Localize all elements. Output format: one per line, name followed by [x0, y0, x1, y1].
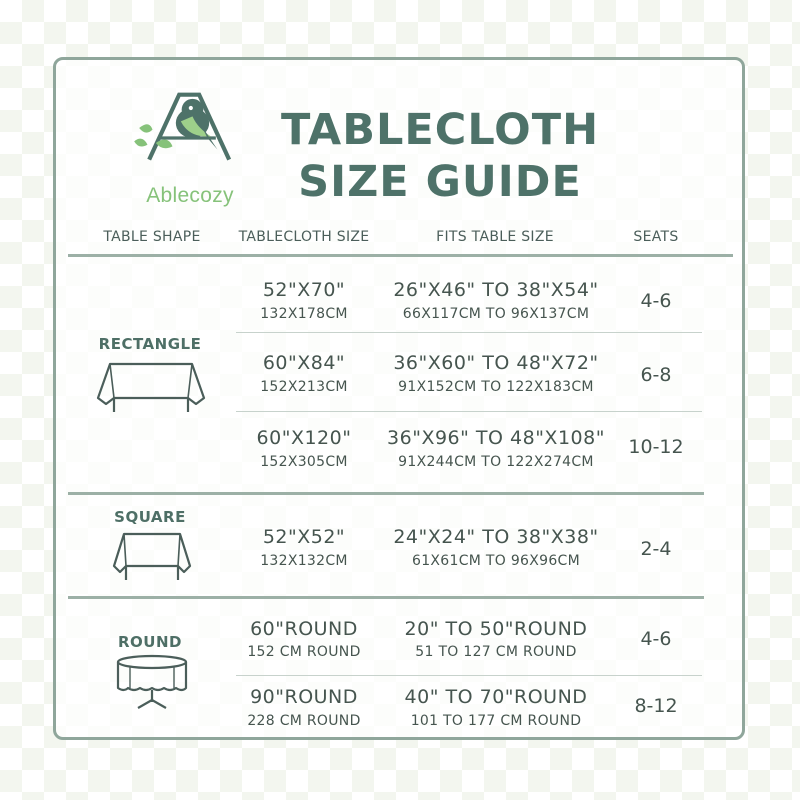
square-row1-size-cm: 132X132CM — [260, 553, 348, 569]
rect-row3-size: 60"X120" — [256, 427, 352, 449]
row-divider — [236, 332, 702, 333]
round-row2-fits-cm: 101 TO 177 CM ROUND — [410, 713, 582, 729]
page-title — [270, 104, 610, 208]
header-divider — [68, 254, 733, 257]
brand-name: Ablecozy — [146, 184, 234, 207]
row-divider — [236, 411, 702, 412]
rect-row2-seats: 6-8 — [640, 364, 672, 386]
shape-label-rectangle: RECTANGLE — [98, 335, 202, 353]
ablecozy-bird-logo-icon — [120, 88, 250, 188]
rect-row1-seats: 4-6 — [640, 290, 672, 312]
round-row1-seats: 4-6 — [640, 628, 672, 650]
rectangle-table-icon — [96, 358, 206, 414]
header-tablecloth-size: TABLECLOTH SIZE — [238, 229, 370, 245]
round-row2-size: 90"ROUND — [250, 686, 358, 708]
square-row1-fits-cm: 61X61CM TO 96X96CM — [411, 553, 581, 569]
round-row2-size-cm: 228 CM ROUND — [247, 713, 361, 729]
header-seats: SEATS — [633, 229, 679, 245]
rect-row2-fits: 36"X60" TO 48"X72" — [393, 352, 599, 374]
row-divider — [236, 675, 702, 676]
rect-row2-size: 60"X84" — [262, 352, 346, 374]
round-row1-size: 60"ROUND — [250, 618, 358, 640]
round-row2-seats: 8-12 — [634, 695, 678, 717]
square-row1-size: 52"X52" — [262, 526, 346, 548]
round-row1-size-cm: 152 CM ROUND — [247, 644, 361, 660]
header-table-shape: TABLE SHAPE — [103, 229, 201, 245]
rect-row2-size-cm: 152X213CM — [260, 379, 348, 395]
rect-row2-fits-cm: 91X152CM TO 122X183CM — [398, 379, 594, 395]
shape-label-square: SQUARE — [114, 508, 186, 526]
rect-row3-fits: 36"X96" TO 48"X108" — [387, 427, 605, 449]
round-row2-fits: 40" TO 70"ROUND — [404, 686, 588, 708]
rect-row1-size-cm: 132X178CM — [260, 306, 348, 322]
group-divider — [68, 596, 704, 599]
rect-row1-size: 52"X70" — [262, 279, 346, 301]
rect-row1-fits-cm: 66X117CM TO 96X137CM — [402, 306, 590, 322]
rect-row3-size-cm: 152X305CM — [260, 454, 348, 470]
title-line-1: TABLECLOTH — [280, 105, 600, 155]
rect-row3-fits-cm: 91X244CM TO 122X274CM — [398, 454, 594, 470]
group-divider — [68, 492, 704, 495]
round-table-icon — [114, 654, 190, 710]
shape-label-round: ROUND — [118, 633, 182, 651]
rect-row3-seats: 10-12 — [628, 436, 684, 458]
header-fits-table-size: FITS TABLE SIZE — [436, 229, 554, 245]
title-line-2: SIZE GUIDE — [298, 157, 582, 207]
round-row1-fits-cm: 51 TO 127 CM ROUND — [415, 644, 577, 660]
rect-row1-fits: 26"X46" TO 38"X54" — [393, 279, 599, 301]
square-row1-seats: 2-4 — [640, 538, 672, 560]
square-table-icon — [112, 530, 192, 582]
round-row1-fits: 20" TO 50"ROUND — [404, 618, 588, 640]
square-row1-fits: 24"X24" TO 38"X38" — [393, 526, 599, 548]
